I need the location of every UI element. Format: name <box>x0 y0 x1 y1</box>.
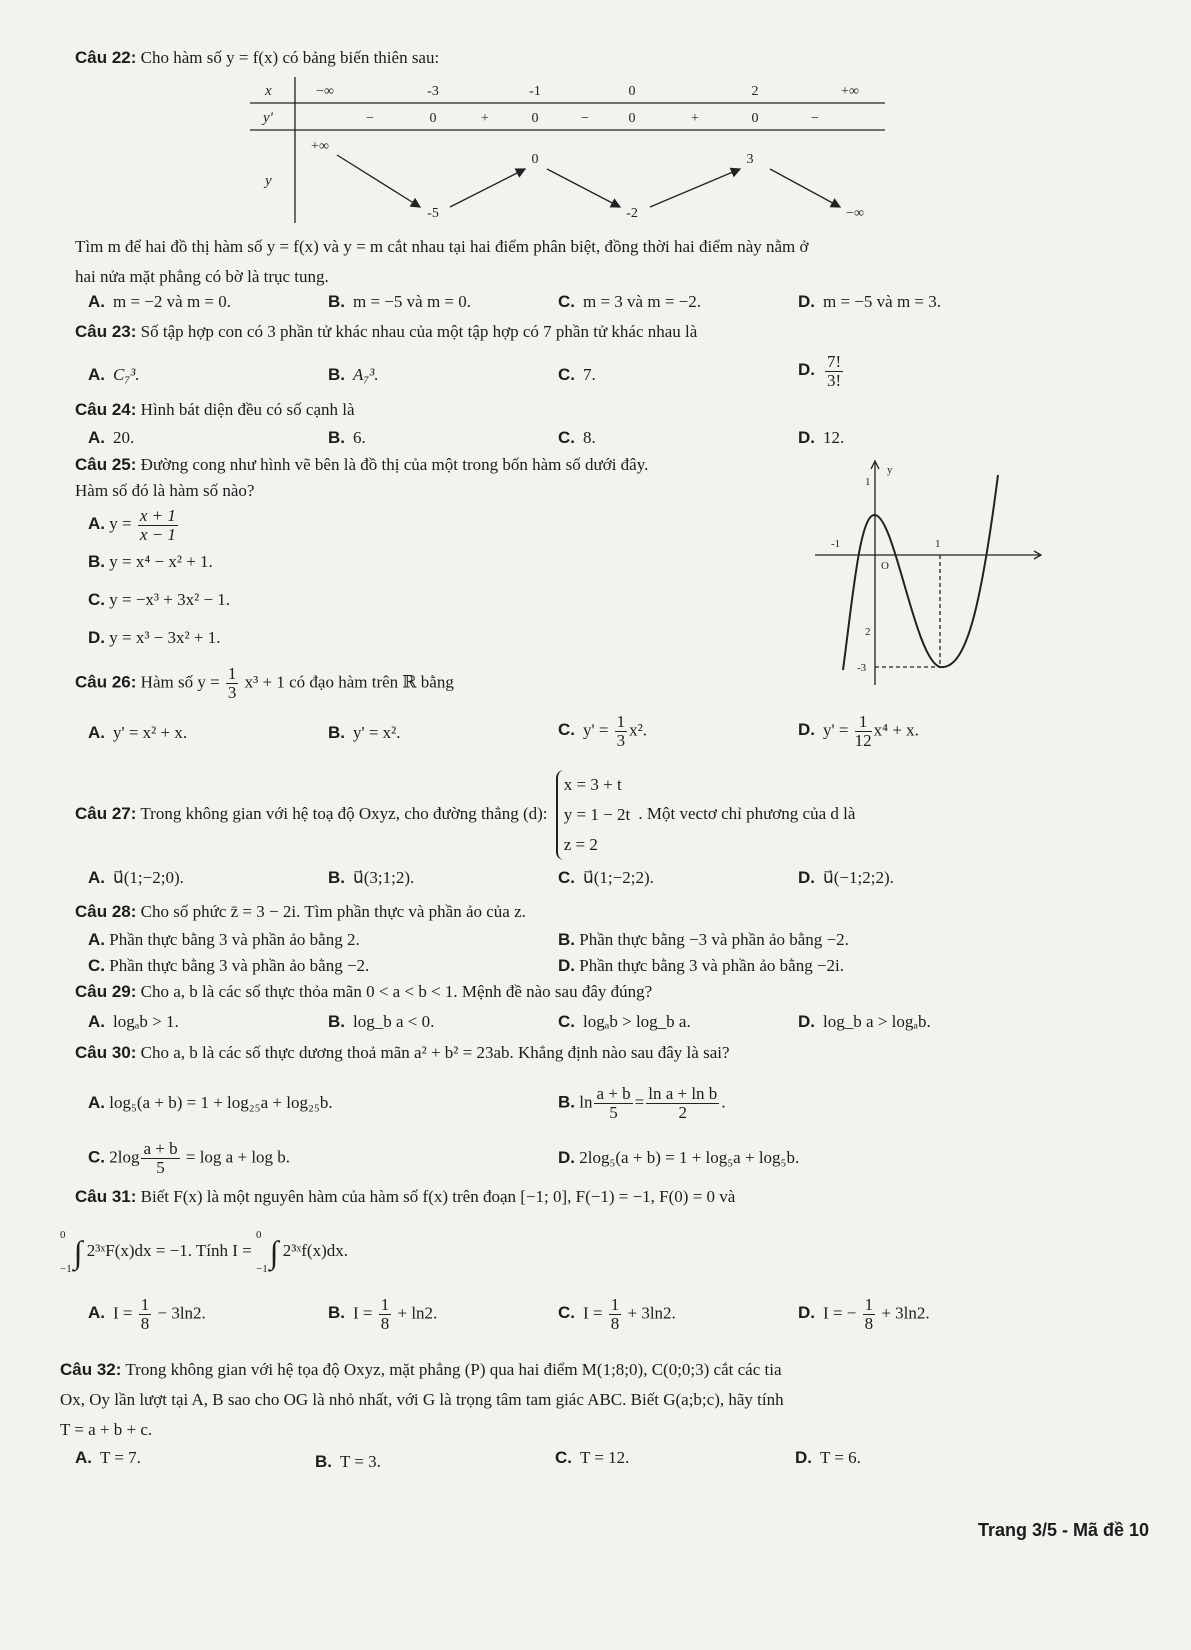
tick-label: 1 <box>865 476 871 488</box>
option-b[interactable]: B. y = x⁴ − x² + 1. <box>88 552 213 572</box>
question-stem: Cho số phức z̄ = 3 − 2i. Tìm phần thực và phần ảo của z. <box>140 902 526 921</box>
options-29 <box>88 1012 1151 1038</box>
option-d[interactable]: D. T = 6. <box>795 1448 861 1467</box>
option-c[interactable]: C. 2log $\frac{a + b}{5}$ = log a + log b. <box>88 1139 291 1177</box>
equation-system: x = 3 + t y = 1 − 2t z = 2 <box>556 770 630 860</box>
y-axis-label: y <box>887 464 893 476</box>
option-c[interactable]: C. m = 3 và m = −2. <box>558 292 702 311</box>
option-a[interactable]: A. y = $\frac{x + 1}{x - 1}$ <box>88 505 176 544</box>
option-d[interactable]: D. 12. <box>798 428 845 447</box>
question-label: Câu 30: <box>75 1043 137 1062</box>
option-b[interactable]: B. I = $\frac{1}{8}$ + ln2. <box>328 1295 438 1333</box>
option-c[interactable]: C. I = $\frac{1}{8}$ + 3ln2. <box>558 1295 676 1333</box>
integral-text: 2³ˣF(x)dx = −1. Tính I = <box>86 1240 252 1260</box>
question-24 <box>75 400 1151 420</box>
question-stem: T = a + b + c. <box>60 1420 153 1439</box>
origin-label: O <box>881 560 889 572</box>
option-b[interactable]: B. m = −5 và m = 0. <box>328 292 472 311</box>
options-25 <box>88 505 230 657</box>
y-value: −∞ <box>846 206 864 221</box>
option-d[interactable]: D. y' = $\frac{1}{12}$ x⁴ + x. <box>798 712 919 750</box>
option-a[interactable]: A. I = $\frac{1}{8}$ − 3ln2. <box>88 1295 206 1333</box>
question-stem: Hình bát diện đều có số cạnh là <box>140 400 355 419</box>
tick-label: -1 <box>831 538 841 550</box>
question-label: Câu 22: <box>75 48 137 67</box>
question-stem: Đường cong như hình vẽ bên là đồ thị của một trong bốn hàm số dưới đây. <box>140 455 649 474</box>
option-c[interactable]: C. u⃗(1;−2;2). <box>558 868 654 887</box>
x-value: 2 <box>751 84 759 99</box>
option-d[interactable]: D. 2log₅(a + b) = 1 + log₅a + log₅b. <box>558 1148 800 1167</box>
cubic-graph <box>815 455 1050 690</box>
option-a[interactable]: A. y' = x² + x. <box>88 723 188 742</box>
question-label: Câu 26: <box>75 672 137 692</box>
option-a[interactable]: A. C₇³. <box>88 365 140 384</box>
row-x-label: x <box>265 83 272 99</box>
option-a[interactable]: A. Phần thực bằng 3 và phần ảo bằng 2. <box>88 930 360 949</box>
question-27 <box>75 770 1151 860</box>
option-c[interactable]: C. Phần thực bằng 3 và phần ảo bằng −2. <box>88 956 370 975</box>
question-30 <box>75 1043 1151 1063</box>
question-32 <box>60 1355 1151 1445</box>
x-value: -1 <box>529 84 541 99</box>
fraction-den: 3 <box>227 682 237 702</box>
x-value: -3 <box>427 84 439 99</box>
option-a[interactable]: A. log₅(a + b) = 1 + log₂₅a + log₂₅b. <box>88 1093 333 1112</box>
yprime-sign: + <box>481 111 489 126</box>
question-stem: Ox, Oy lần lượt tại A, B sao cho OG là nhỏ nhất, với G là trọng tâm tam giác ABC. Biết G(a;b;c), hãy tính <box>60 1390 784 1409</box>
question-stem: Hàm số y = <box>140 672 220 692</box>
x-value: +∞ <box>841 84 859 99</box>
row-yprime-label: y' <box>263 110 273 126</box>
option-d[interactable]: D. I = − $\frac{1}{8}$ + 3ln2. <box>798 1295 930 1333</box>
question-31 <box>75 1187 1151 1207</box>
integral-text: 2³ˣf(x)dx. <box>282 1240 348 1260</box>
page-footer: Trang 3/5 - Mã đề 10 <box>977 1520 1149 1540</box>
question-31-integrals: 0 −1 ∫ 2³ˣF(x)dx = −1. Tính I = 0 −1 ∫ 2³ˣf(x)dx. <box>60 1229 348 1275</box>
tick-label: 1 <box>935 538 941 550</box>
trend-arrow <box>450 169 525 207</box>
question-stem: Biết F(x) là một nguyên hàm của hàm số f(x) trên đoạn [−1; 0], F(−1) = −1, F(0) = 0 và <box>140 1187 736 1206</box>
options-22 <box>88 292 1151 318</box>
option-b[interactable]: B. ln $\frac{a + b}{5}$ = $\frac{\text{ln a + ln b}}{2}$ . <box>558 1084 726 1122</box>
options-30-row2 <box>88 1140 1151 1180</box>
tick-label: -3 <box>857 662 867 674</box>
options-27 <box>88 868 1151 894</box>
option-d[interactable]: D. $\frac{7!}{3!}$ <box>798 352 842 390</box>
yprime-sign: + <box>691 111 699 126</box>
x-value: −∞ <box>316 84 334 99</box>
options-23 <box>88 352 1151 391</box>
question-label: Câu 32: <box>60 1360 122 1379</box>
option-a[interactable]: A. u⃗(1;−2;0). <box>88 868 184 887</box>
question-23 <box>75 322 1151 342</box>
option-d[interactable]: D. y = x³ − 3x² + 1. <box>88 628 221 648</box>
option-d[interactable]: D. m = −5 và m = 3. <box>798 292 942 311</box>
option-c[interactable]: C. T = 12. <box>555 1448 630 1467</box>
yprime-sign: 0 <box>751 111 759 126</box>
option-b[interactable]: B. T = 3. <box>315 1452 381 1471</box>
question-26 <box>75 665 1151 702</box>
question-stem: Trong không gian với hệ tọa độ Oxyz, mặt phẳng (P) qua hai điểm M(1;8;0), C(0;0;3) cắt các tia <box>125 1360 782 1379</box>
option-b[interactable]: B. log_b a < 0. <box>328 1012 435 1031</box>
option-d[interactable]: D. log_b a > logₐb. <box>798 1012 931 1031</box>
option-b[interactable]: B. Phần thực bằng −3 và phần ảo bằng −2. <box>558 930 849 949</box>
trend-arrow <box>547 169 620 207</box>
question-label: Câu 24: <box>75 400 137 419</box>
question-22-body <box>75 232 1151 292</box>
options-24 <box>88 428 1151 454</box>
yprime-sign: 0 <box>429 111 437 126</box>
y-value: +∞ <box>311 139 329 154</box>
question-stem: Trong không gian với hệ toạ độ Oxyz, cho đường thẳng (d): <box>140 803 548 823</box>
options-28-row1 <box>88 930 1151 954</box>
question-label: Câu 28: <box>75 902 137 921</box>
question-stem: x³ + 1 có đạo hàm trên ℝ bằng <box>244 672 454 692</box>
tick-label: 2 <box>865 626 871 638</box>
yprime-sign: 0 <box>628 111 636 126</box>
question-22 <box>75 48 1151 68</box>
question-text: Tìm m để hai đồ thị hàm số y = f(x) và y = m cắt nhau tại hai điểm phân biệt, đồng thời hai điểm này nằm ở <box>75 237 809 256</box>
option-c[interactable]: C. 7. <box>558 365 596 384</box>
options-30-row1 <box>88 1085 1151 1125</box>
option-b[interactable]: B. A₇³. <box>328 365 379 384</box>
variation-table <box>245 75 895 225</box>
option-b[interactable]: B. 6. <box>328 428 366 447</box>
option-c[interactable]: C. y' = $\frac{1}{3}$ x². <box>558 712 648 750</box>
trend-arrow <box>337 155 420 207</box>
question-label: Câu 25: <box>75 455 137 474</box>
y-value: -5 <box>427 206 439 221</box>
question-label: Câu 29: <box>75 982 137 1001</box>
option-a[interactable]: A. logₐb > 1. <box>88 1012 179 1031</box>
option-a[interactable]: A. 20. <box>88 428 135 447</box>
question-text: hai nửa mặt phẳng có bờ là trục tung. <box>75 267 329 286</box>
option-d[interactable]: D. u⃗(−1;2;2). <box>798 868 894 887</box>
option-b[interactable]: B. y' = x². <box>328 723 401 742</box>
option-a[interactable]: A. m = −2 và m = 0. <box>88 292 232 311</box>
question-stem: Số tập hợp con có 3 phần tử khác nhau của một tập hợp có 7 phần tử khác nhau là <box>140 322 698 341</box>
question-stem: . Một vectơ chỉ phương của d là <box>638 803 856 823</box>
question-stem: Cho a, b là các số thực thỏa mãn 0 < a < b < 1. Mệnh đề nào sau đây đúng? <box>140 982 653 1001</box>
options-28-row2 <box>88 956 1151 980</box>
question-label: Câu 27: <box>75 803 137 823</box>
yprime-sign: 0 <box>531 111 539 126</box>
x-value: 0 <box>628 84 636 99</box>
y-value: 0 <box>531 152 539 167</box>
question-stem: Hàm số đó là hàm số nào? <box>75 481 255 500</box>
question-label: Câu 31: <box>75 1187 137 1206</box>
yprime-sign: − <box>581 111 589 126</box>
option-c[interactable]: C. 8. <box>558 428 596 447</box>
fraction-num: 1 <box>227 664 237 683</box>
trend-arrow <box>770 169 840 207</box>
option-b[interactable]: B. u⃗(3;1;2). <box>328 868 415 887</box>
yprime-sign: − <box>366 111 374 126</box>
cubic-curve <box>843 475 998 670</box>
option-d[interactable]: D. Phần thực bằng 3 và phần ảo bằng −2i. <box>558 956 845 975</box>
trend-arrow <box>650 169 740 207</box>
question-stem: Cho hàm số y = f(x) có bảng biến thiên sau: <box>140 48 440 67</box>
options-26 <box>88 712 1151 750</box>
yprime-sign: − <box>811 111 819 126</box>
option-a[interactable]: A. T = 7. <box>75 1448 141 1467</box>
option-c[interactable]: C. logₐb > log_b a. <box>558 1012 691 1031</box>
options-32 <box>75 1448 1151 1474</box>
question-29 <box>75 982 1151 1002</box>
options-31 <box>88 1296 1151 1340</box>
question-28 <box>75 902 1151 922</box>
question-stem: Cho a, b là các số thực dương thoả mãn a² + b² = 23ab. Khẳng định nào sau đây là sai? <box>140 1043 730 1062</box>
y-value: -2 <box>626 206 638 221</box>
option-c[interactable]: C. y = −x³ + 3x² − 1. <box>88 590 231 610</box>
question-label: Câu 23: <box>75 322 137 341</box>
y-value: 3 <box>746 152 754 167</box>
row-y-label: y <box>265 173 272 189</box>
question-25 <box>75 452 831 504</box>
